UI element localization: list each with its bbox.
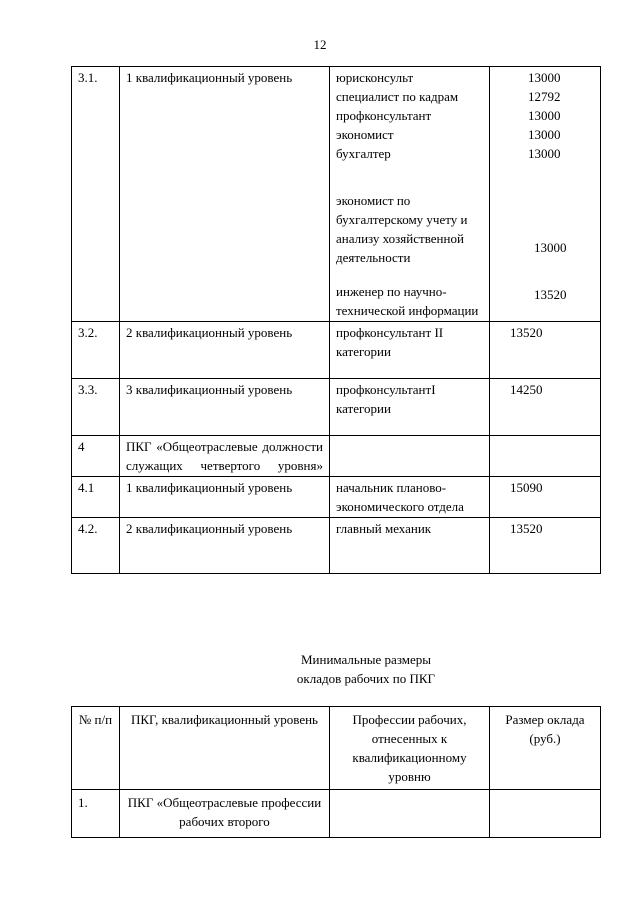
column-header: Профессии рабочих, отнесенных к квалификационному уровню [330,707,490,790]
row-number: 4 [72,436,120,477]
position-name: экономист по бухгалтерскому учету и анализу хозяйственной деятельности [336,193,468,265]
salary-value: 13000 [534,240,567,255]
position-name: специалист по кадрам [336,89,459,104]
qualification-group: ПКГ «Общеотраслевые профессии рабочих второго [120,790,330,838]
salaries-list [490,67,601,322]
qualification-level: 3 квалификационный уровень [120,379,330,436]
position-name: профконсультантI категории [330,379,490,436]
table-row [72,477,601,518]
row-number: 3.2. [72,322,120,379]
salary-value: 12792 [528,89,561,104]
column-header: № п/п [72,707,120,790]
column-header: Размер оклада (руб.) [490,707,601,790]
position-name: инженер по научно-технической информации [336,284,479,318]
position-name [330,436,490,477]
salary-value: 13000 [528,127,561,142]
salary-value: 14250 [490,379,601,436]
position-name: юрисконсульт [336,70,414,85]
page-number: 12 [313,37,327,52]
table-row [72,322,601,379]
column-header: ПКГ, квалификационный уровень [120,707,330,790]
salary-value: 13520 [490,322,601,379]
position-name: экономист [336,127,394,142]
table-row [72,67,601,322]
position-name: начальник планово-экономического отдела [330,477,490,518]
salary-table-workers [71,706,601,838]
salary-value: 15090 [490,477,601,518]
profession-name [330,790,490,838]
section-caption [0,650,640,688]
position-name: профконсультант [336,108,432,123]
salary-table-employees [71,66,601,574]
table-header-row [72,707,601,790]
row-number: 3.3. [72,379,120,436]
salary-value: 13520 [534,287,567,302]
row-number: 1. [72,790,120,838]
qualification-level: 2 квалификационный уровень [120,322,330,379]
position-name: бухгалтер [336,146,391,161]
table-row [72,436,601,477]
table-row [72,379,601,436]
qualification-level: 2 квалификационный уровень [120,518,330,574]
salary-value [490,436,601,477]
salary-value: 13000 [528,70,561,85]
caption-line: Минимальные размеры [300,652,432,667]
table-row [72,518,601,574]
salary-value: 13000 [528,146,561,161]
position-name: главный механик [330,518,490,574]
row-number: 4.2. [72,518,120,574]
qualification-level: 1 квалификационный уровень [120,477,330,518]
salary-value: 13520 [490,518,601,574]
row-number: 3.1. [72,67,120,322]
position-name: профконсультант II категории [330,322,490,379]
salary-value: 13000 [528,108,561,123]
qualification-level: 1 квалификационный уровень [120,67,330,322]
salary-value [490,790,601,838]
row-number: 4.1 [72,477,120,518]
qualification-group: ПКГ «Общеотраслевые должности служащих четвертого уровня» [120,436,330,477]
positions-list [330,67,490,322]
caption-line: окладов рабочих по ПКГ [296,671,436,686]
table-row [72,790,601,838]
